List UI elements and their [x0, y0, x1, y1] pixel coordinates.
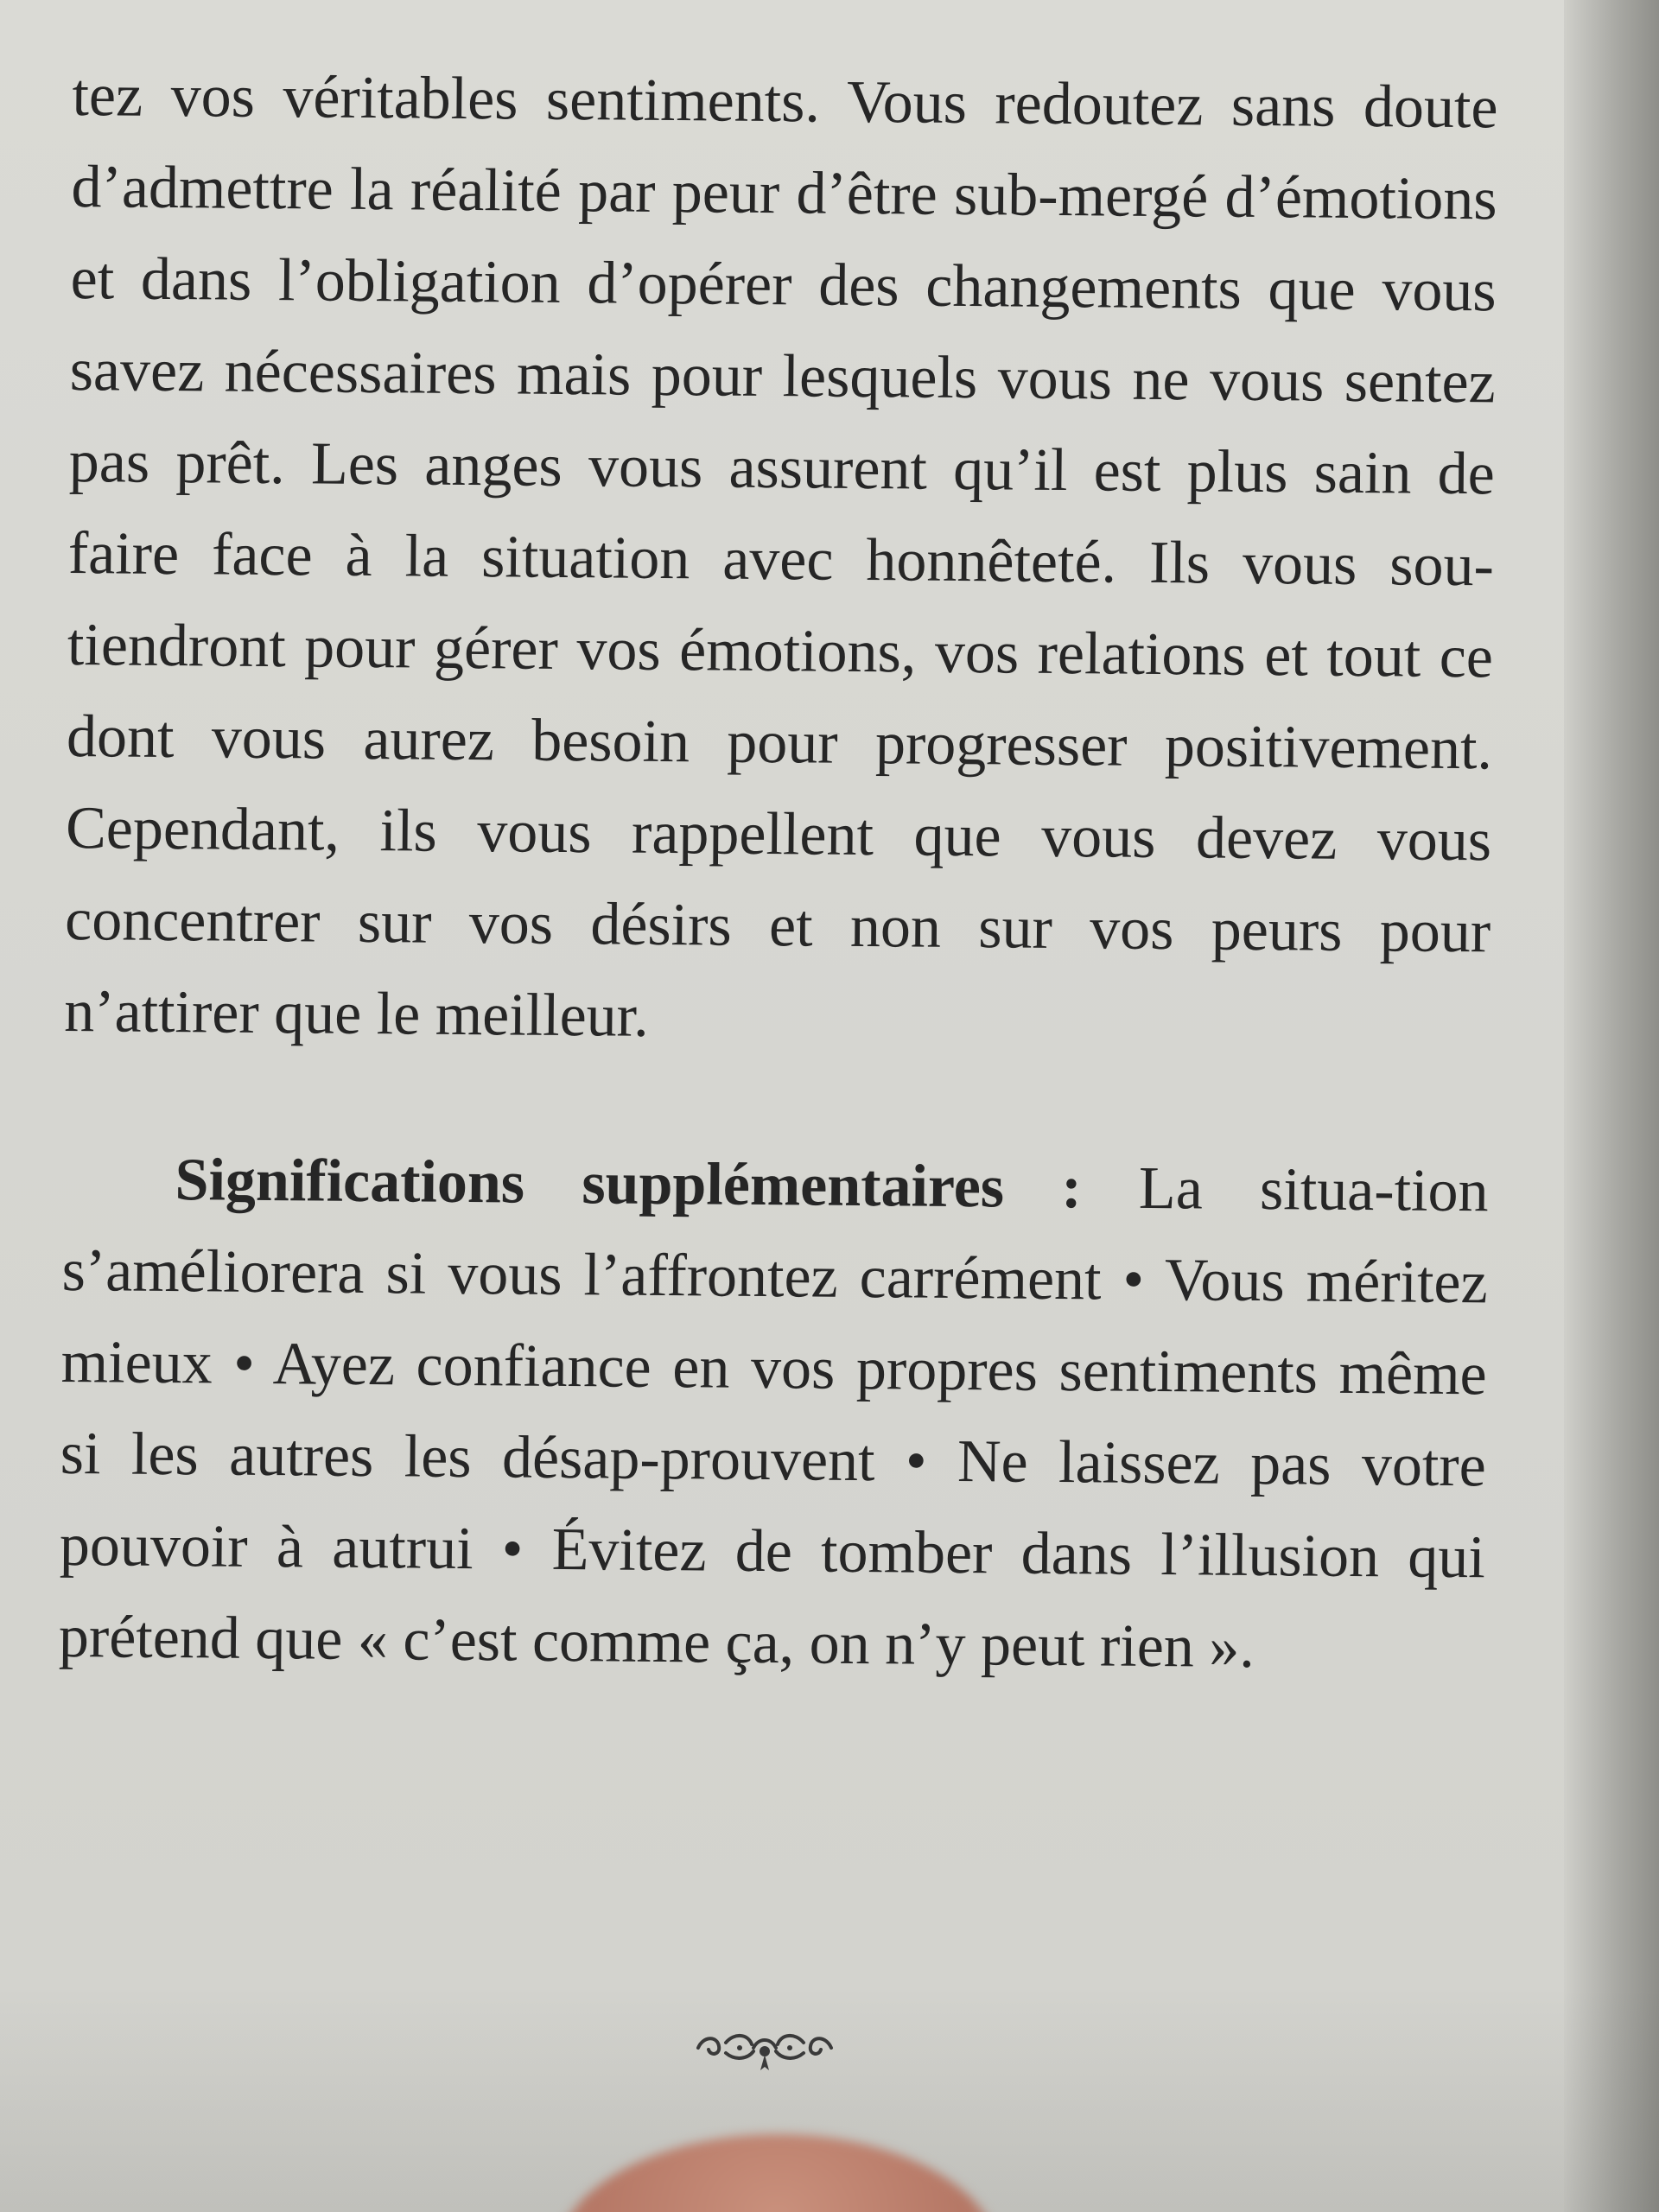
page-edge-shadow: [1564, 0, 1659, 2212]
paragraph-main: tez vos véritables sentiments. Vous redoutez sans doute d’admettre la réalité par peur d’être sub-mergé d’émotions et dans l’obligation d’opérer des changements que vous savez nécessaires mais pour lesquels vous ne vous sentez pas prêt. Les anges vous assurent qu’il est plus sain de faire face à la situation avec honnêteté. Ils vous sou-tiendront pour gérer vos émotions, vos relations et tout ce dont vous aurez besoin pour progresser positivement. Cependant, ils vous rappellent que vous devez vous concentrer sur vos désirs et non sur vos peurs pour n’attirer que le meilleur.: [63, 61, 1498, 1050]
paragraph-additional-meanings: [59, 1134, 1489, 1695]
page-text: [59, 50, 1498, 1695]
additional-meanings-body: La situa-tion s’améliorera si vous l’affrontez carrément • Vous méritez mieux • Ayez confiance en vos propres sentiments même si les autres les désap-prouvent • Ne laissez pas votre pouvoir à autrui • Évitez de tomber dans l’illusion qui prétend que « c’est comme ça, on n’y peut rien ».: [58, 1154, 1489, 1681]
floral-ornament-icon: [691, 2022, 838, 2074]
additional-meanings-heading: Significations supplémentaires :: [175, 1147, 1083, 1222]
